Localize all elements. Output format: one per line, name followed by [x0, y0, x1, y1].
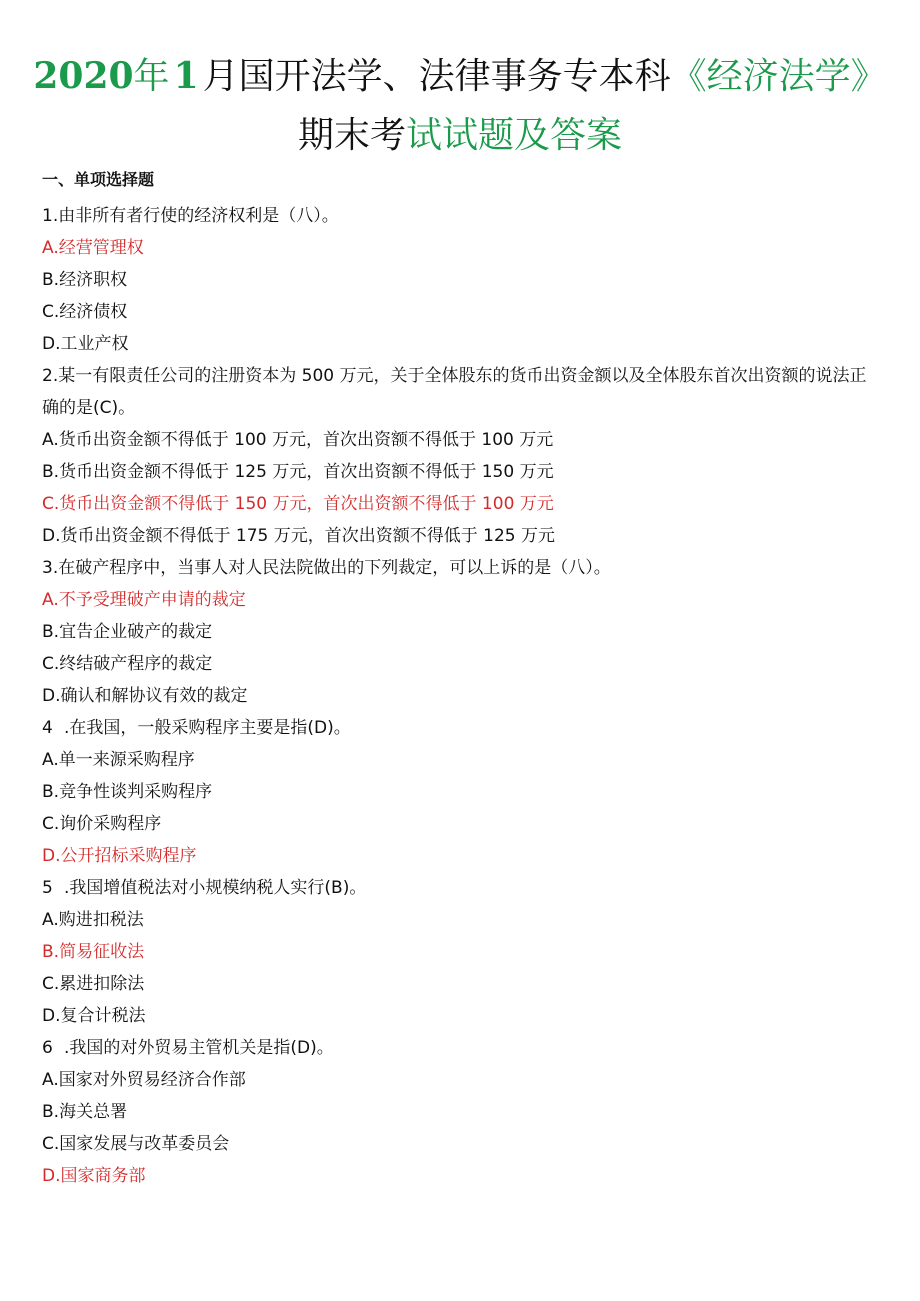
option: A.货币出资金额不得低于 100 万元，首次出资额不得低于 100 万元 — [42, 430, 554, 450]
option: C.询价采购程序 — [42, 814, 162, 834]
option-correct: C.货币出资金额不得低于 150 万元，首次出资额不得低于 100 万元 — [42, 494, 554, 514]
title-month: 1 — [173, 55, 199, 97]
question-stem: 3.在破产程序中，当事人对人民法院做出的下列裁定，可以上诉的是（八）。 — [42, 558, 611, 578]
option-correct: B.简易征收法 — [42, 942, 145, 962]
option-correct: A.不予受理破产申请的裁定 — [42, 590, 246, 610]
option-correct: D.国家商务部 — [42, 1166, 146, 1186]
question-stem — [42, 872, 882, 904]
option: D.复合计税法 — [42, 1006, 146, 1026]
title-course: 《经济法学》 — [670, 56, 887, 97]
option: B.竞争性谈判采购程序 — [42, 782, 213, 802]
question-number: 5 — [42, 878, 53, 898]
title-line2-suffix: 试试题及答案 — [406, 115, 623, 156]
question-number: 6 — [42, 1038, 53, 1058]
title-year: 2020 — [33, 55, 134, 97]
option: A.单一来源采购程序 — [42, 750, 195, 770]
option: C.经济债权 — [42, 302, 128, 322]
option: B.经济职权 — [42, 270, 128, 290]
option: C.终结破产程序的裁定 — [42, 654, 213, 674]
option: A.国家对外贸易经济合作部 — [42, 1070, 246, 1090]
document-title-line-1 — [0, 55, 920, 97]
option: B.货币出资金额不得低于 125 万元，首次出资额不得低于 150 万元 — [42, 462, 554, 482]
question-number: 4 — [42, 718, 53, 738]
question-list — [42, 200, 882, 1192]
question-text: .我国增值税法对小规模纳税人实行(B)。 — [64, 878, 367, 898]
option: C.累进扣除法 — [42, 974, 145, 994]
section-heading: 一、单项选择题 — [42, 170, 155, 189]
question-stem: 1.由非所有者行使的经济权利是（八）。 — [42, 206, 339, 226]
question-stem — [42, 712, 882, 744]
option: C.国家发展与改革委员会 — [42, 1134, 230, 1154]
option-correct: D.公开招标采购程序 — [42, 846, 197, 866]
option: B.海关总署 — [42, 1102, 128, 1122]
option: D.工业产权 — [42, 334, 129, 354]
title-year-suffix: 年 — [133, 56, 170, 97]
option: B.宜告企业破产的裁定 — [42, 622, 213, 642]
option: D.货币出资金额不得低于 175 万元，首次出资额不得低于 125 万元 — [42, 526, 556, 546]
option: A.购进扣税法 — [42, 910, 144, 930]
option: D.确认和解协议有效的裁定 — [42, 686, 248, 706]
title-line2-prefix: 期末考 — [297, 115, 406, 156]
option-correct: A.经营管理权 — [42, 238, 144, 258]
question-stem — [42, 1032, 882, 1064]
document-title-line-2 — [0, 115, 920, 156]
title-month-suffix: 月国开法学、法律事务专本科 — [202, 56, 671, 97]
question-text: .在我国，一般采购程序主要是指(D)。 — [64, 718, 351, 738]
question-text: .我国的对外贸易主管机关是指(D)。 — [64, 1038, 334, 1058]
question-stem: 2.某一有限责任公司的注册资本为 500 万元，关于全体股东的货币出资金额以及全体股东首次出资额的说法正确的是(C)。 — [42, 366, 867, 418]
